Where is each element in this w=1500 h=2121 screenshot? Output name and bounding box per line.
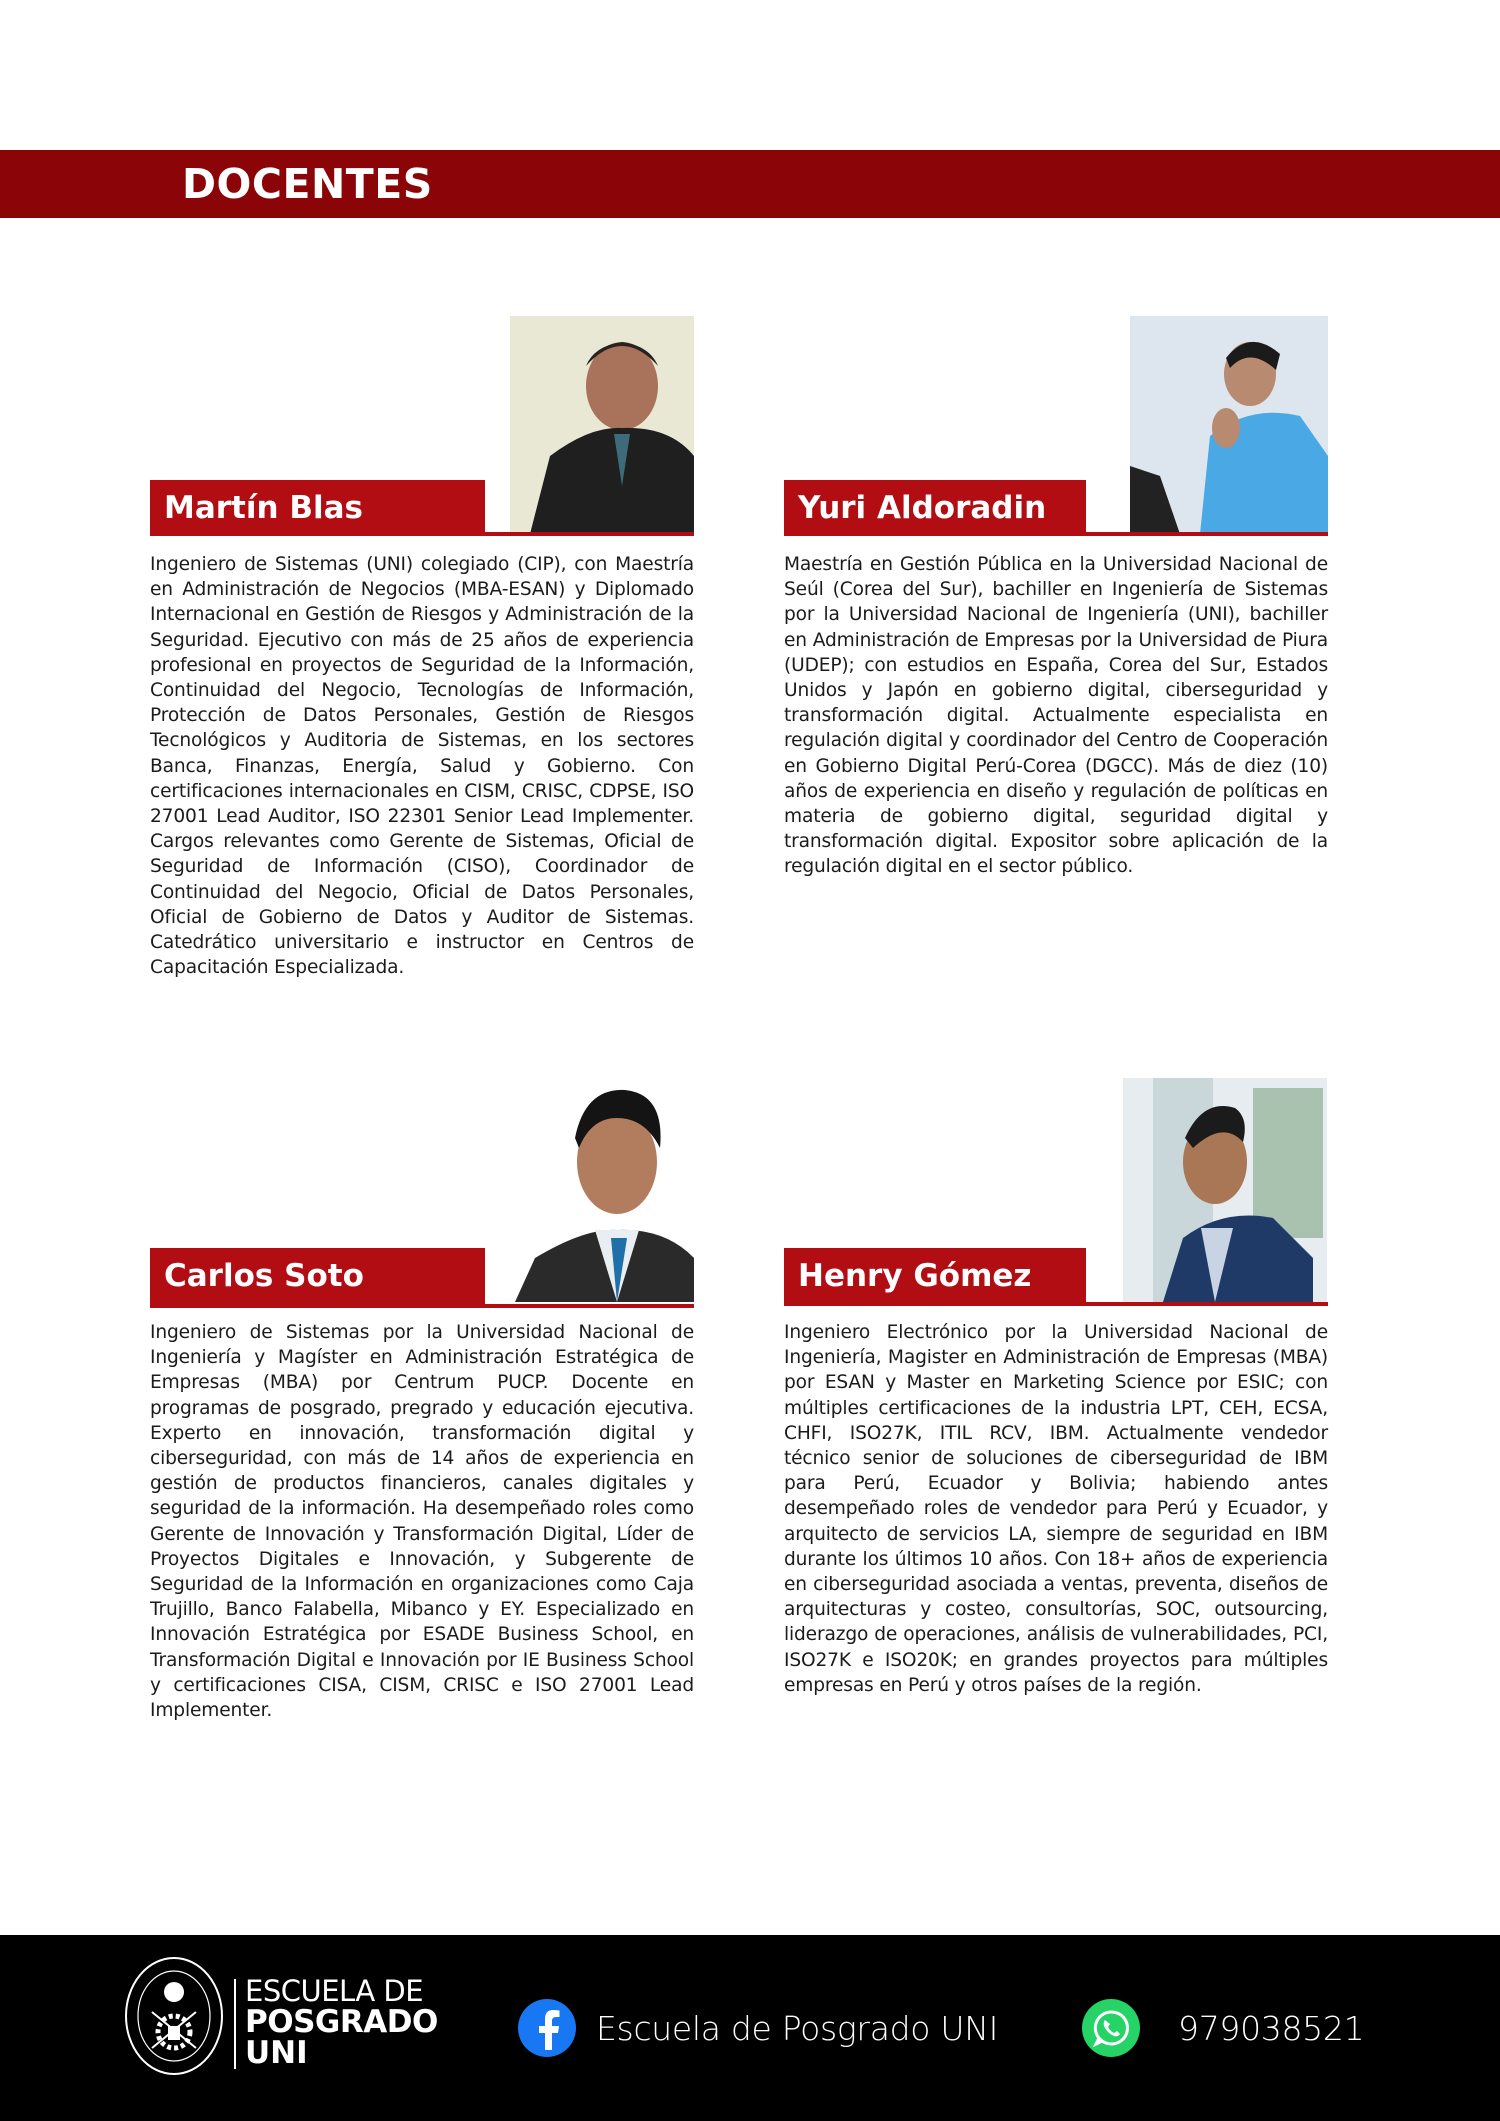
instructor-card-carlos-soto bbox=[150, 1078, 694, 1758]
logo-text-line3: UNI bbox=[245, 2035, 308, 2071]
facebook-icon bbox=[518, 1999, 576, 2057]
name-underline bbox=[150, 532, 694, 536]
footer bbox=[0, 1935, 1500, 2121]
instructor-bio: Maestría en Gestión Pública en la Universidad Nacional de Seúl (Corea del Sur), bachiller en Ingeniería de Sistemas por la Universidad Nacional de Ingeniería (UNI), bachiller en Administración de Empresas por la Universidad de Piura (UDEP); con estudios en España, Corea del Sur, Estados Unidos y Japón en gobierno digital, ciberseguridad y transformación digital. Actualmente especialista en regulación digital y coordinador del Centro de Cooperación en Gobierno Digital Perú-Corea (DGCC). Más de diez (10) años de experiencia en diseño y regulación de políticas en materia de gobierno digital, seguridad digital y transformación digital. Expositor sobre aplicación de la regulación digital en el sector público. bbox=[784, 554, 1328, 878]
facebook-contact[interactable] bbox=[518, 1935, 998, 2121]
whatsapp-contact[interactable] bbox=[1082, 1935, 1364, 2121]
instructor-card-yuri-aldoradin bbox=[784, 316, 1328, 956]
instructor-card-martin-blas bbox=[150, 316, 694, 1036]
instructor-name: Henry Gómez bbox=[784, 1248, 1086, 1304]
instructor-name: Carlos Soto bbox=[150, 1248, 485, 1304]
instructor-photo bbox=[1130, 316, 1328, 534]
name-underline bbox=[784, 1302, 1328, 1306]
instructor-bio: Ingeniero de Sistemas (UNI) colegiado (CIP), con Maestría en Administración de Negocios (MBA-ESAN) y Diplomado Internacional en Gestión de Riesgos y Administración de la Seguridad. Ejecutivo con más de 25 años de experiencia profesional en proyectos de Seguridad de la Información, Continuidad del Negocio, Tecnologías de Información, Protección de Datos Personales, Gestión de Riesgos Tecnológicos y Auditoria de Sistemas, en los sectores Banca, Finanzas, Energía, Salud y Gobierno. Con certificaciones internacionales en CISM, CRISC, CDPSE, ISO 27001 Lead Auditor, ISO 22301 Senior Lead Implementer. Cargos relevantes como Gerente de Sistemas, Oficial de Seguridad de Información (CISO), Coordinador de Continuidad del Negocio, Oficial de Datos Personales, Oficial de Gobierno de Datos y Auditor de Sistemas. Catedrático universitario e instructor en Centros de Capacitación Especializada. bbox=[150, 554, 694, 979]
logo-text-line1: ESCUELA DE bbox=[245, 1974, 424, 2008]
facebook-label: Escuela de Posgrado UNI bbox=[596, 2008, 999, 2048]
instructor-bio: Ingeniero de Sistemas por la Universidad Nacional de Ingeniería y Magíster en Administración Estratégica de Empresas (MBA) por Centrum PUCP. Docente en programas de posgrado, pregrado y educación ejecutiva. Experto en innovación, transformación digital y ciberseguridad, con más de 14 años de experiencia en gestión de productos financieros, canales digitales y seguridad de la información. Ha desempeñado roles como Gerente de Innovación y Transformación Digital, Líder de Proyectos Digitales e Innovación, y Subgerente de Seguridad de la Información en organizaciones como Caja Trujillo, Banco Falabella, Mibanco y EY. Especializado en Innovación Estratégica por ESADE Business School, en Transformación Digital e Innovación por IE Business School y certificaciones CISA, CISM, CRISC e ISO 27001 Lead Implementer. bbox=[150, 1322, 694, 1722]
instructor-photo bbox=[495, 1078, 694, 1302]
instructor-photo bbox=[1123, 1078, 1327, 1302]
instructor-name: Martín Blas bbox=[150, 480, 485, 536]
name-underline bbox=[784, 532, 1328, 536]
instructor-photo bbox=[510, 316, 694, 534]
whatsapp-icon bbox=[1082, 1999, 1140, 2057]
name-underline bbox=[150, 1304, 694, 1308]
whatsapp-number: 979038521 bbox=[1178, 2008, 1365, 2048]
logo-text-line2: POSGRADO bbox=[245, 2004, 438, 2040]
instructor-bio: Ingeniero Electrónico por la Universidad Nacional de Ingeniería, Magister en Administración de Empresas (MBA) por ESAN y Master en Marketing Science por ESIC; con múltiples certificaciones de la industria LPT, CEH, ECSA, CHFI, ISO27K, ITIL RCV, IBM. Actualmente vendedor técnico senior de soluciones de ciberseguridad de IBM para Perú, Ecuador y Bolivia; habiendo antes desempeñado roles de vendedor para Perú y Ecuador, y arquitecto de servicios LA, siempre de seguridad en IBM durante los últimos 10 años. Con 18+ años de experiencia en ciberseguridad asociada a ventas, preventa, diseños de arquitecturas y costeo, consultorías, SOC, outsourcing, liderazgo de operaciones, análisis de vulnerabilidades, PCI, ISO27K e ISO20K; en grandes proyectos para múltiples empresas en Perú y otros países de la región. bbox=[784, 1322, 1328, 1696]
page-title: DOCENTES bbox=[182, 160, 433, 208]
university-seal-icon bbox=[124, 1956, 224, 2076]
instructor-card-henry-gomez bbox=[784, 1078, 1328, 1758]
section-header-band bbox=[0, 150, 1500, 218]
instructor-name: Yuri Aldoradin bbox=[784, 480, 1086, 536]
logo-divider bbox=[234, 1979, 236, 2069]
